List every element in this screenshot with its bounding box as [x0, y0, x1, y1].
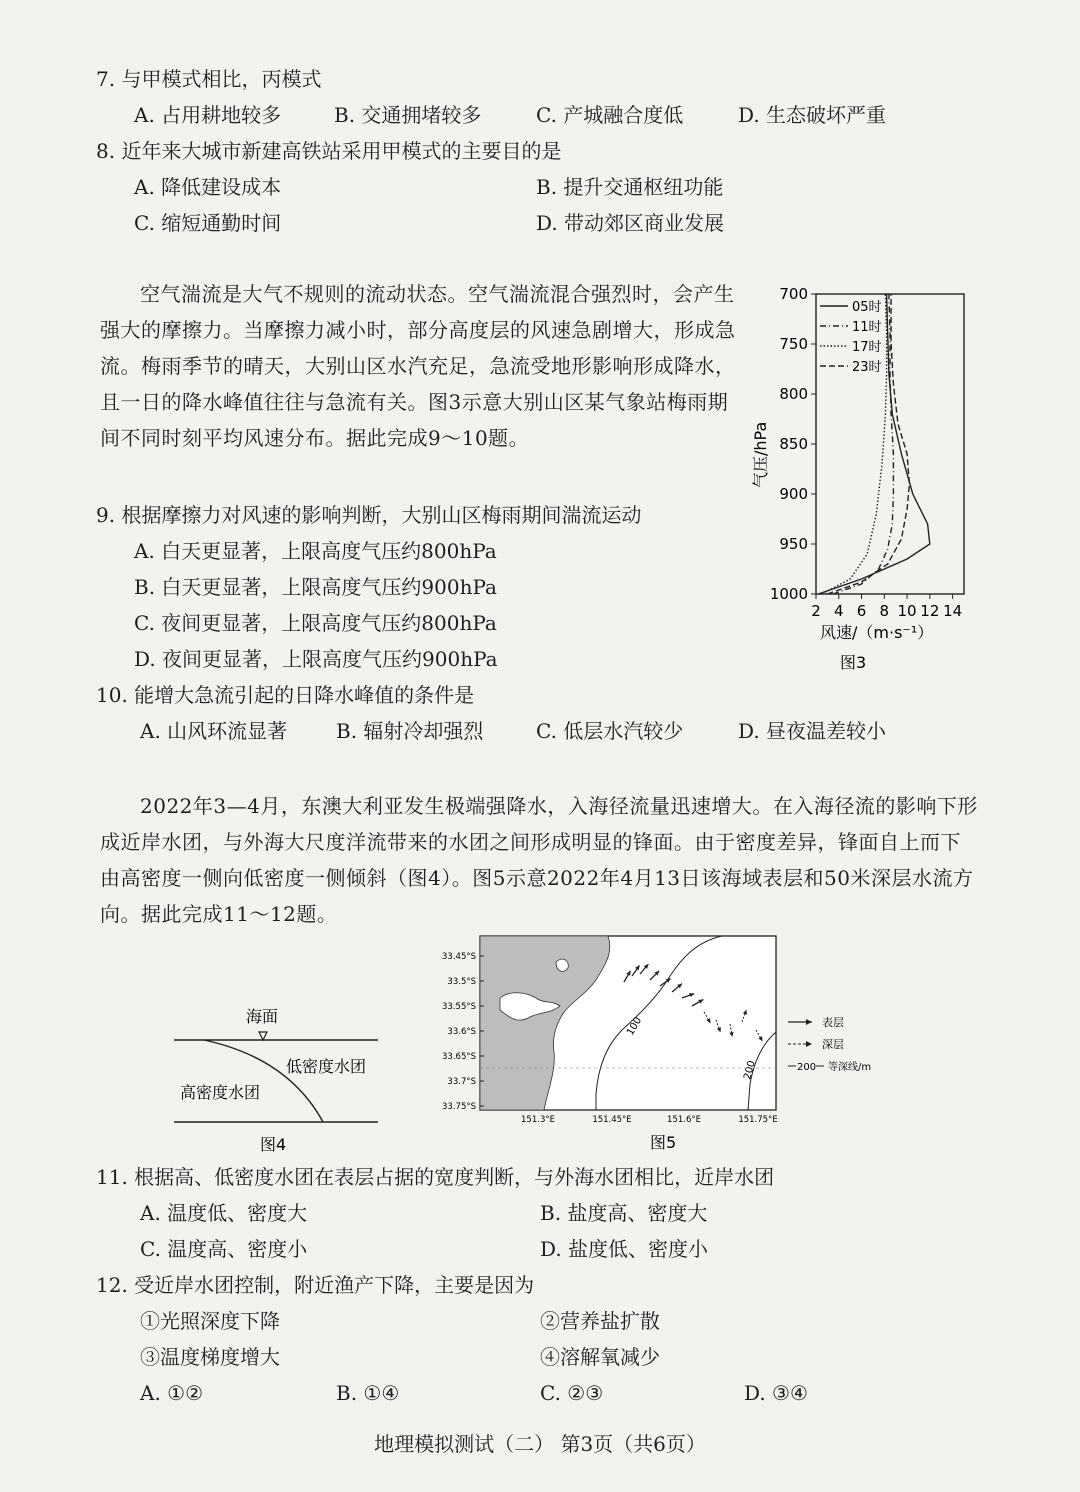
- fig5-caption: 图5: [650, 1133, 677, 1152]
- q12-stem: 12. 受近岸水团控制，附近渔产下降，主要是因为: [96, 1273, 535, 1297]
- fig3-x-tick-label: 14: [943, 602, 963, 620]
- fig3-y-tick-label: 900: [779, 485, 808, 503]
- fig5-legend-contour-value: 200: [797, 1062, 817, 1073]
- fig3-y-axis-label: 气压/hPa: [751, 421, 770, 488]
- fig5-lat-label: 33.55°S: [442, 1002, 476, 1012]
- q11-option-d[interactable]: D. 盐度低、密度小: [540, 1237, 709, 1261]
- q7-option-c[interactable]: C. 产城融合度低: [536, 103, 684, 127]
- q12-option-b[interactable]: B. ①④: [336, 1381, 400, 1405]
- fig3-y-tick-label: 750: [779, 335, 808, 353]
- q11-stem: 11. 根据高、低密度水团在表层占据的宽度判断，与外海水团相比，近岸水团: [96, 1165, 775, 1189]
- fig3-series-05时: [818, 294, 930, 594]
- fig3-x-tick-label: 2: [811, 602, 821, 620]
- figure-5-current-map: [436, 934, 886, 1156]
- fig5-lon-label: 151.3°E: [521, 1115, 555, 1125]
- fig3-x-ticks: [811, 594, 962, 620]
- q10-option-c[interactable]: C. 低层水汽较少: [536, 719, 684, 743]
- q12-statement-3: ③温度梯度增大: [140, 1345, 280, 1369]
- q8-option-a[interactable]: A. 降低建设成本: [134, 175, 282, 199]
- q9-stem: 9. 根据摩擦力对风速的影响判断，大别山区梅雨期间湍流运动: [96, 503, 642, 527]
- fig5-legend-deep: 深层: [822, 1038, 844, 1051]
- q8-option-c[interactable]: C. 缩短通勤时间: [134, 211, 282, 235]
- fig5-inlet: [556, 959, 568, 971]
- fig4-caption: 图4: [260, 1135, 287, 1154]
- fig4-surface-marker: [259, 1032, 267, 1040]
- q12-option-d[interactable]: D. ③④: [744, 1381, 808, 1405]
- fig3-legend-11: 11时: [852, 320, 882, 335]
- q12-option-a[interactable]: A. ①②: [140, 1381, 204, 1405]
- fig3-x-tick-label: 8: [879, 602, 890, 620]
- fig3-series-lines: [818, 294, 930, 594]
- fig5-lat-label: 33.7°S: [447, 1077, 476, 1087]
- fig5-lon-label: 151.6°E: [667, 1115, 701, 1125]
- page-footer: 地理模拟测试（二） 第3页（共6页）: [374, 1432, 706, 1456]
- q11-option-b[interactable]: B. 盐度高、密度大: [540, 1201, 708, 1225]
- fig3-x-tick-label: 10: [897, 602, 917, 620]
- fig5-lat-label: 33.65°S: [442, 1052, 476, 1062]
- q9-option-d[interactable]: D. 夜间更显著，上限高度气压约900hPa: [134, 647, 498, 671]
- fig3-y-ticks: [770, 285, 816, 603]
- q7-option-d[interactable]: D. 生态破坏严重: [738, 103, 887, 127]
- q8-stem: 8. 近年来大城市新建高铁站采用甲模式的主要目的是: [96, 139, 562, 163]
- q11-option-c[interactable]: C. 温度高、密度小: [140, 1237, 308, 1261]
- fig5-lon-label: 151.75°E: [738, 1115, 778, 1125]
- fig5-contour-100-label: 100: [625, 1015, 645, 1038]
- fig4-high-density-label: 高密度水团: [180, 1083, 261, 1102]
- q10-option-a[interactable]: A. 山风环流显著: [140, 719, 288, 743]
- fig3-x-tick-label: 6: [856, 602, 867, 620]
- q8-option-d[interactable]: D. 带动郊区商业发展: [536, 211, 725, 235]
- q10-option-b[interactable]: B. 辐射冷却强烈: [336, 719, 484, 743]
- fig3-x-axis-label: 风速/（m·s⁻¹）: [820, 623, 934, 642]
- fig5-latitude-labels: [442, 952, 484, 1112]
- fig3-plot-frame: [816, 294, 964, 594]
- fig3-series-17时: [822, 294, 887, 594]
- q10-stem: 10. 能增大急流引起的日降水峰值的条件是: [96, 683, 475, 707]
- fig3-legend-05: 05时: [852, 300, 882, 315]
- fig3-y-tick-label: 950: [779, 535, 808, 553]
- q12-option-c[interactable]: C. ②③: [540, 1381, 604, 1405]
- fig3-series-11时: [833, 294, 893, 594]
- fig3-x-tick-label: 4: [833, 602, 844, 620]
- q12-statement-4: ④溶解氧减少: [540, 1345, 660, 1369]
- figure-4-front-section: [168, 998, 398, 1158]
- q12-statement-2: ②营养盐扩散: [540, 1309, 660, 1333]
- fig5-contour-200-label: 200: [742, 1059, 758, 1081]
- q8-option-b[interactable]: B. 提升交通枢纽功能: [536, 175, 724, 199]
- fig3-caption: 图3: [840, 653, 867, 672]
- fig5-lat-label: 33.45°S: [442, 952, 476, 962]
- fig5-lon-label: 151.45°E: [592, 1115, 632, 1125]
- fig3-y-tick-label: 800: [779, 385, 808, 403]
- q9-option-a[interactable]: A. 白天更显著，上限高度气压约800hPa: [134, 539, 497, 563]
- fig3-x-tick-label: 12: [920, 602, 940, 620]
- fig5-lat-label: 33.75°S: [442, 1102, 476, 1112]
- figure-3-wind-profile: [748, 278, 978, 678]
- fig5-legend-surface: 表层: [822, 1016, 844, 1029]
- fig3-y-tick-label: 850: [779, 435, 808, 453]
- q7-option-b[interactable]: B. 交通拥堵较多: [334, 103, 482, 127]
- q9-option-b[interactable]: B. 白天更显著，上限高度气压约900hPa: [134, 575, 497, 599]
- fig3-legend: [820, 300, 882, 375]
- passage-front: 2022年3—4月，东澳大利亚发生极端强降水，入海径流量迅速增大。在入海径流的影响下形成近岸水团，与外海大尺度洋流带来的水团之间形成明显的锋面。由于密度差异，锋面自上而下由高密度一侧向低密度一侧倾斜（图4）。图5示意2022年4月13日该海域表层和50米深层水流方向。据此完成11～12题。: [100, 794, 978, 926]
- fig5-lat-label: 33.6°S: [447, 1027, 476, 1037]
- fig5-longitude-labels: [521, 1115, 778, 1125]
- fig5-legend-contour: 等深线/m: [828, 1062, 872, 1073]
- q10-option-d[interactable]: D. 昼夜温差较小: [738, 719, 887, 743]
- fig3-y-tick-label: 1000: [769, 585, 808, 603]
- q12-statement-1: ①光照深度下降: [140, 1309, 280, 1333]
- fig3-legend-17: 17时: [852, 340, 882, 355]
- q9-option-c[interactable]: C. 夜间更显著，上限高度气压约800hPa: [134, 611, 497, 635]
- passage-turbulence: 空气湍流是大气不规则的流动状态。空气湍流混合强烈时，会产生强大的摩擦力。当摩擦力减小时，部分高度层的风速急剧增大，形成急流。梅雨季节的晴天，大别山区水汽充足，急流受地形影响形成降水，且一日的降水峰值往往与急流有关。图3示意大别山区某气象站梅雨期间不同时刻平均风速分布。据此完成9～10题。: [100, 282, 736, 450]
- fig4-low-density-label: 低密度水团: [286, 1057, 367, 1076]
- fig3-legend-23: 23时: [852, 360, 882, 375]
- q11-option-a[interactable]: A. 温度低、密度大: [140, 1201, 308, 1225]
- fig4-sea-surface-label: 海面: [246, 1007, 279, 1026]
- fig5-lat-label: 33.5°S: [447, 977, 476, 987]
- q7-stem: 7. 与甲模式相比，丙模式: [96, 67, 322, 91]
- fig4-front-line: [204, 1040, 323, 1122]
- q7-option-a[interactable]: A. 占用耕地较多: [134, 103, 282, 127]
- fig3-y-tick-label: 700: [779, 285, 808, 303]
